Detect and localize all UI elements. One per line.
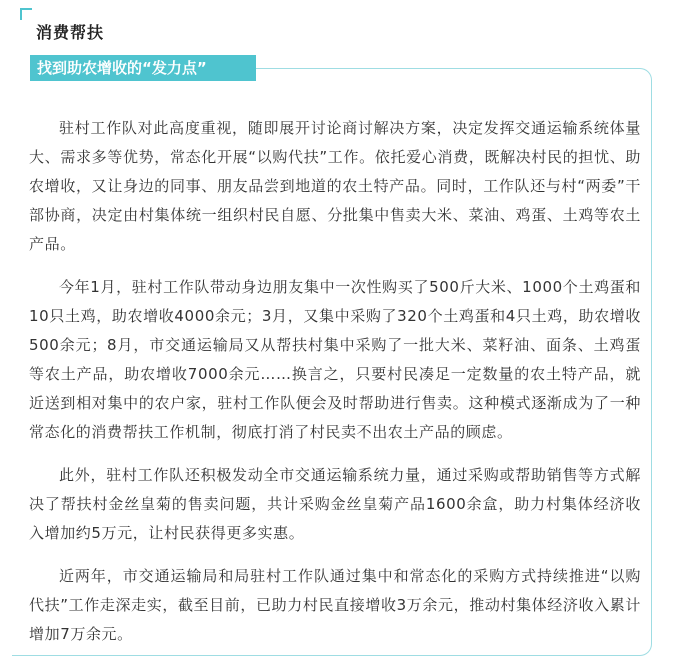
article-body	[29, 114, 641, 663]
paragraph-2: 今年1月，驻村工作队带动身边朋友集中一次性购买了500斤大米、1000个土鸡蛋和10只土鸡，助农增收4000余元；3月，又集中采购了320个土鸡蛋和4只土鸡，助农增收500余元；8月，市交通运输局又从帮扶村集中采购了一批大米、菜籽油、面条、土鸡蛋等农土产品，助农增收7000余元……换言之，只要村民凑足一定数量的农土特产品，就近送到相对集中的农户家，驻村工作队便会及时帮助进行售卖。这种模式逐渐成为了一种常态化的消费帮扶工作机制，彻底打消了村民卖不出农土产品的顾虑。	[29, 278, 641, 441]
paragraph-4: 近两年，市交通运输局和局驻村工作队通过集中和常态化的采购方式持续推进“以购代扶”工作走深走实，截至目前，已助力村民直接增收3万余元，推动村集体经济收入累计增加7万余元。	[29, 567, 641, 643]
section-title: 消费帮扶	[36, 23, 105, 42]
corner-decoration-vertical	[20, 8, 22, 20]
paragraph-1: 驻村工作队对此高度重视，随即展开讨论商讨解决方案，决定发挥交通运输系统体量大、需求多等优势，常态化开展“以购代扶”工作。依托爱心消费，既解决村民的担忧、助农增收，又让身边的同事、朋友品尝到地道的农土特产品。同时，工作队还与村“两委”干部协商，决定由村集体统一组织村民自愿、分批集中售卖大米、菜油、鸡蛋、土鸡等农土产品。	[29, 119, 641, 253]
paragraph-3: 此外，驻村工作队还积极发动全市交通运输系统力量，通过采购或帮助销售等方式解决了帮扶村金丝皇菊的售卖问题，共计采购金丝皇菊产品1600余盒，助力村集体经济收入增加约5万元，让村民获得更多实惠。	[29, 466, 641, 542]
section-heading	[20, 8, 258, 77]
section-subtitle-banner: 找到助农增收的“发力点”	[30, 55, 256, 81]
